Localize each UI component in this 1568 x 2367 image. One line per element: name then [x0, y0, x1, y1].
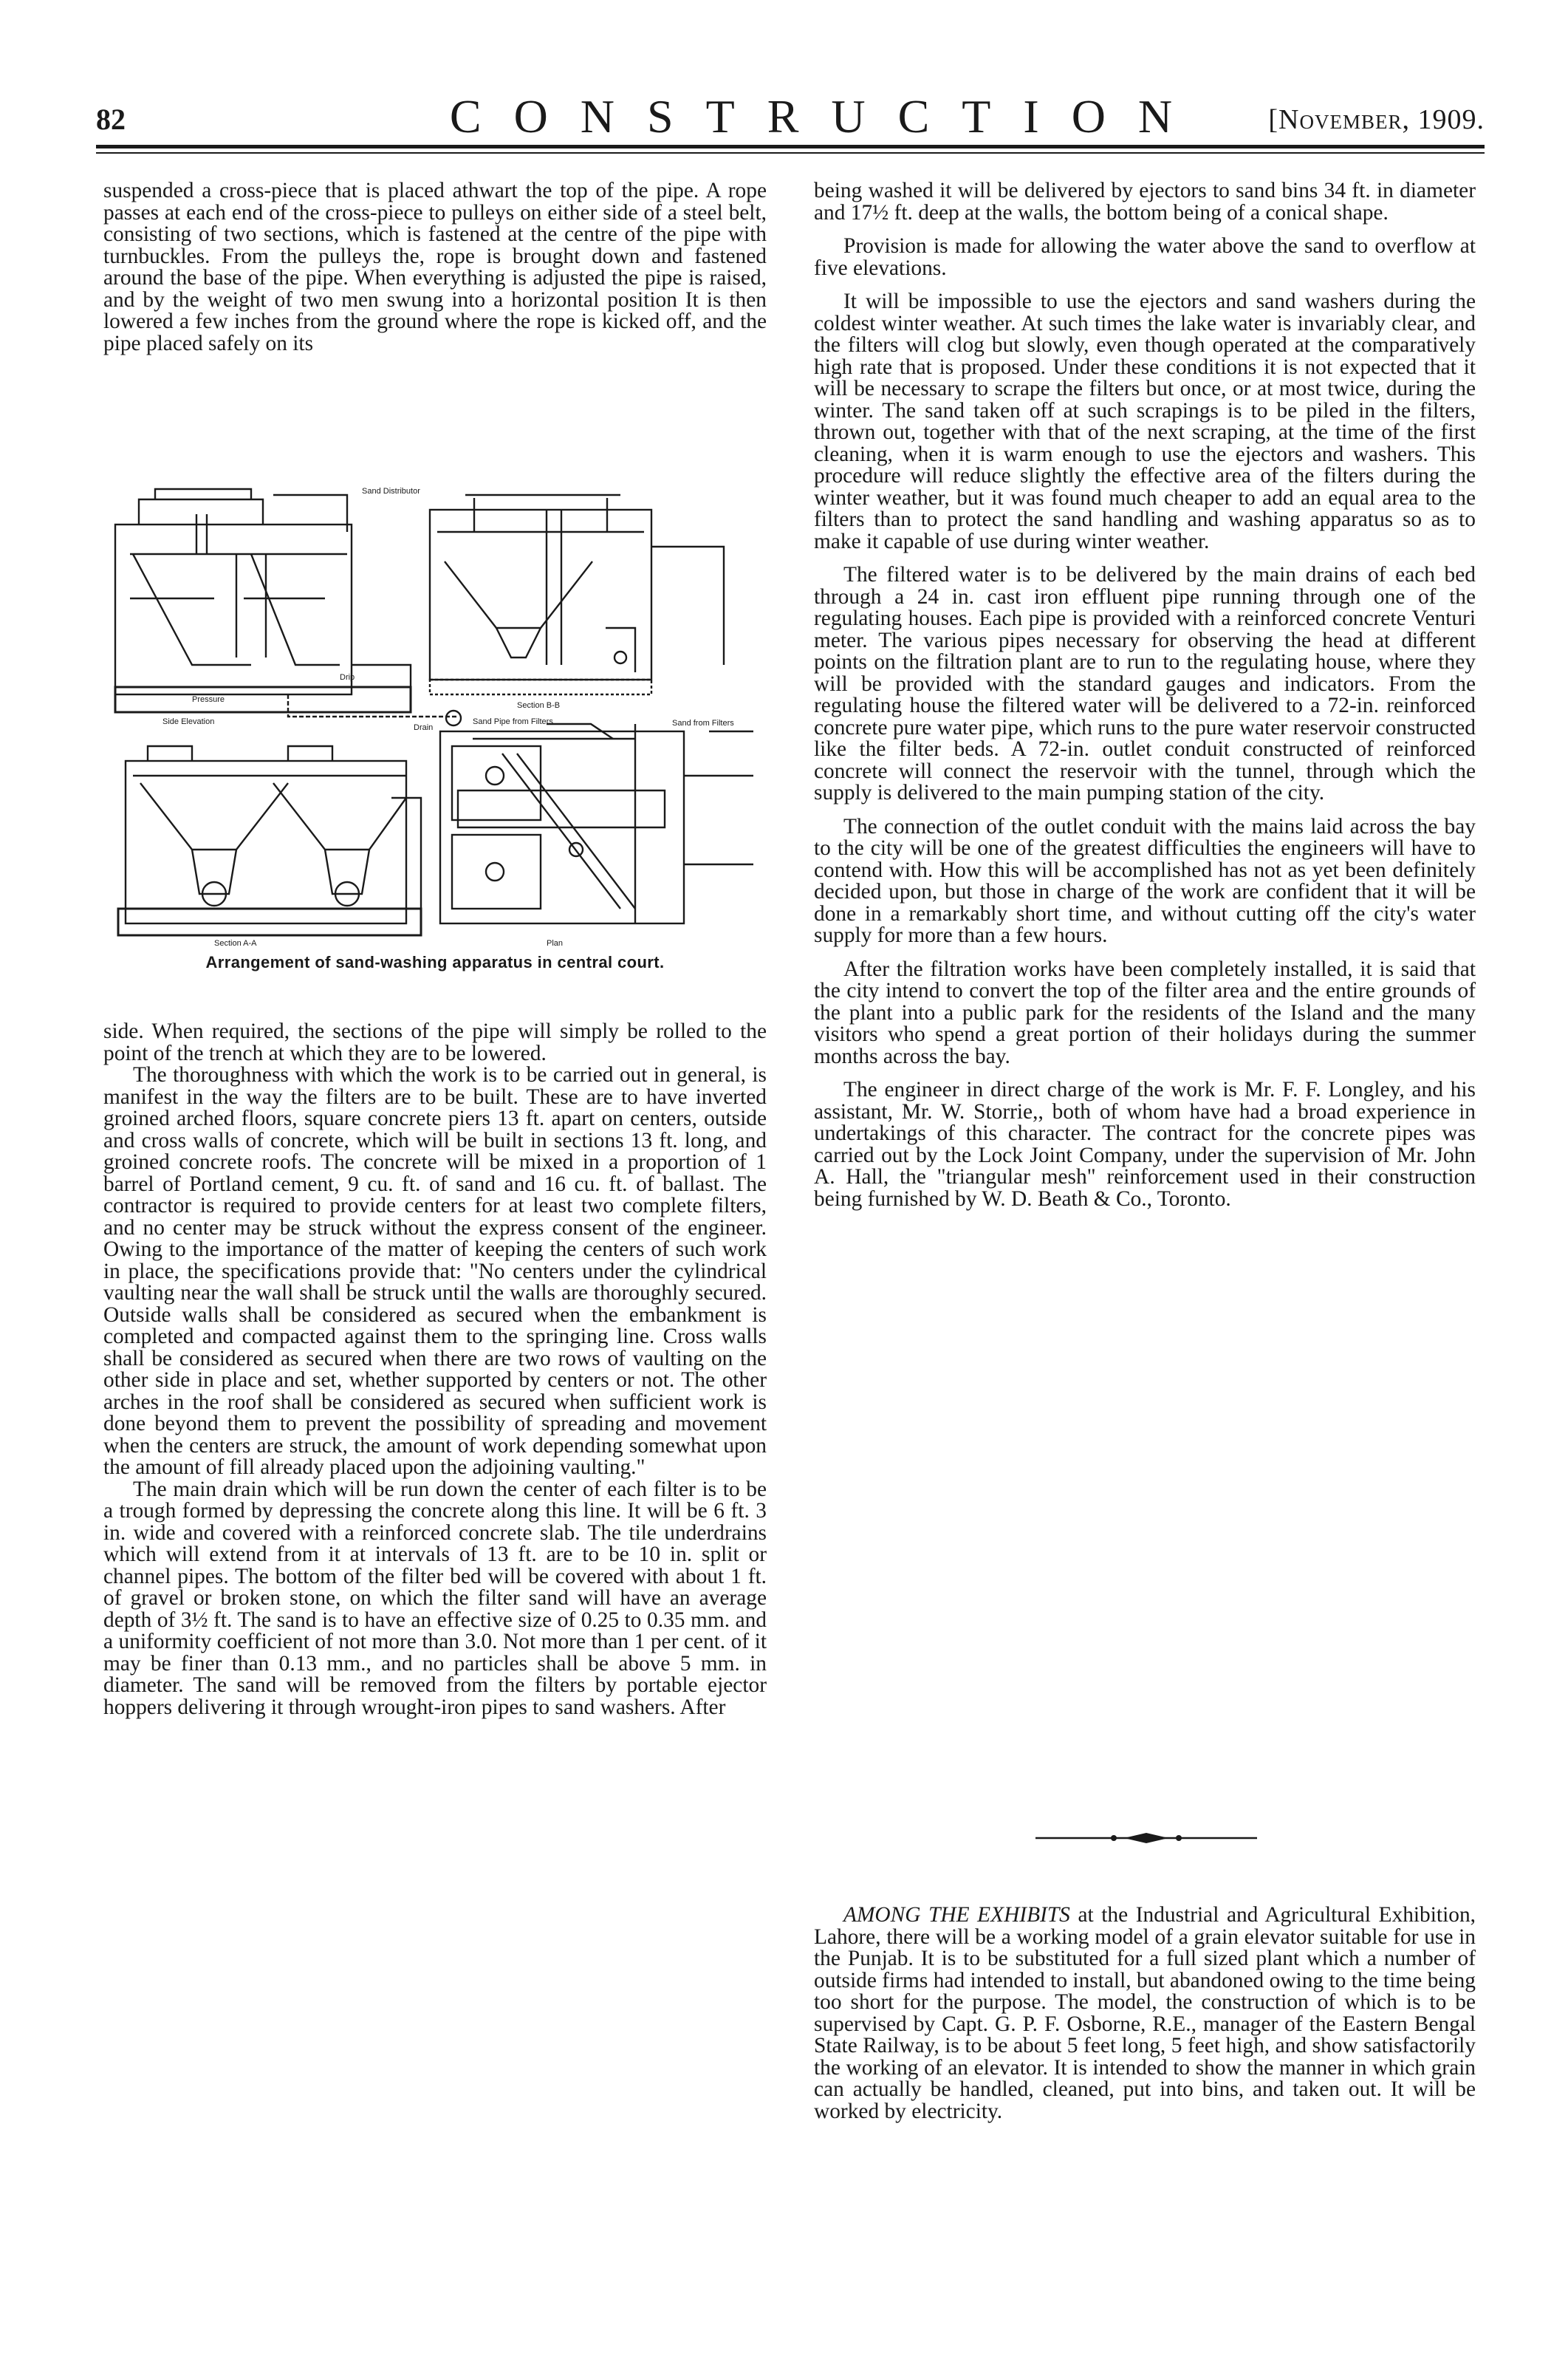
paragraph: side. When required, the sections of the pipe will simply be rolled to the point of the trench at which they are to be lowered. — [103, 1019, 767, 1065]
label-side-elevation: Side Elevation — [162, 717, 215, 726]
paragraph: After the filtration works have been completely installed, it is said that the city intend to convert the top of the filter area and the entire grounds of the plant into a public park for the residents of the Island and the many visitors who spend a great portion of their holidays during the summer months across the bay. — [814, 957, 1476, 1068]
sand-washing-diagram — [103, 480, 767, 953]
paragraph: Provision is made for allowing the water above the sand to overflow at five elevations. — [814, 234, 1476, 280]
page-header — [96, 90, 1485, 143]
section-divider-ornament — [1021, 1831, 1272, 1845]
header-rule-thick — [96, 145, 1485, 148]
exhibits-paragraph — [814, 1905, 1476, 2122]
paragraph: suspended a cross-piece that is placed athwart the top of the pipe. A rope passes at each end of the cross-piece to pulleys on either side of a steel belt, consisting of two sections, which is fastened at the centre of the pipe with turnbuckles. From the pulleys the, rope is brought down and fastened around the base of the pipe. When everything is adjusted the pipe is raised, and by the weight of two men swung into a horizontal position It is then lowered a few inches from the ground where the rope is kicked off, and the pipe placed safely on its — [103, 179, 767, 355]
label-section-aa: Section A-A — [214, 939, 257, 948]
label-section-bb: Section B-B — [517, 701, 561, 710]
paragraph: The filtered water is to be delivered by the main drains of each bed through a 24 in. cast iron effluent pipe running through one of the regulating houses. Each pipe is provided with a reinforced concrete Venturi meter. The various pipes necessary for observing the head at different points on the filtration plant are to run to the regulating house, where they will be provided with the standard gauges and indicators. From the regulating house the filtered water will be delivered to a 72-in. reinforced concrete pure water pipe, which runs to the pure water reservoir constructed like the filter beds. A 72-in. outlet conduit constructed of reinforced concrete will connect the reservoir with the tunnel, through which the supply is delivered to the main pumping station of the city. — [814, 563, 1476, 805]
left-column-lower — [103, 1021, 767, 1718]
label-plan: Plan — [547, 939, 564, 948]
label-sand-pipe-from-filters: Sand Pipe from Filters — [473, 717, 553, 726]
label-pressure: Pressure — [192, 695, 225, 704]
paragraph: The connection of the outlet conduit with the mains laid across the bay to the city will be one of the greatest difficulties the engineers will have to contend with. How this will be accomplished has not as yet been definitely decided upon, but those in charge of the work are confident that it will be done in a remarkably short time, and without cutting off the city's water supply for more than a few hours. — [814, 814, 1476, 947]
label-drain: Drain — [414, 723, 434, 732]
journal-title: CONSTRUCTION — [449, 90, 1205, 143]
exhibits-text: at the Industrial and Agricultural Exhibition, Lahore, there will be a working model of a grain elevator suitable for use in the Punjab. It is to be substituted for a full sized plant which a number of outside firms had intended to install, but abandoned owing to the time being too short for the purpose. The model, the construction of which is to be supervised by Capt. G. P. F. Osborne, R.E., manager of the Eastern Bengal State Railway, is to be about 5 feet long, 5 feet high, and show satisfactorily the working of an elevator. It is intended to show the manner in which grain can actually be handled, cleaned, put into bins, and taken out. It will be worked by electricity. — [814, 1903, 1476, 2123]
header-rule-thin — [96, 152, 1485, 154]
paragraph: The engineer in direct charge of the work is Mr. F. F. Longley, and his assistant, Mr. W. Storrie,, both of whom have had a broad experience in undertakings of this character. The contract for the concrete pipes was carried out by the Lock Joint Company, under the supervision of Mr. John A. Hall, the "triangular mesh" reinforcement used in their construction being furnished by W. D. Beath & Co., Toronto. — [814, 1078, 1476, 1211]
right-column — [814, 180, 1476, 1210]
paragraph: It will be impossible to use the ejectors and sand washers during the coldest winter weather. At such times the lake water is invariably clear, and the filters will clog but slowly, even though operated at the comparatively high rate that is proposed. Under these conditions it is not expected that it will be necessary to scrape the filters but once, or at most twice, during the winter. The sand taken off at such scrapings is to be piled in the filters, thrown out, together with that of the next scraping, at the time of the first cleaning, when it is warm enough to use the ejectors and washers. This procedure will reduce slightly the effective area of the filters during the winter weather, but it was found much cheaper to add an equal area to the filters than to protect the sand handling and washing apparatus so as to make it capable of use during winter weather. — [814, 290, 1476, 553]
label-sand-distributor: Sand Distributor — [362, 487, 420, 496]
figure — [103, 480, 767, 975]
exhibits-lead: AMONG THE EXHIBITS — [843, 1903, 1070, 1927]
issue-date: [November, 1909. — [1268, 104, 1485, 135]
page-number: 82 — [96, 103, 126, 136]
paragraph: The thoroughness with which the work is to be carried out in general, is manifest in the way the filters are to be built. These are to have inverted groined arched floors, square concrete piers 13 ft. apart on centers, outside and cross walls of concrete, which will be built in sections 13 ft. long, and groined concrete roofs. The concrete will be mixed in a proportion of 1 barrel of Portland cement, 9 cu. ft. of sand and 16 cu. ft. of ballast. The contractor is required to provide centers for at least two complete filters, and no center may be struck without the express consent of the engineer. Owing to the importance of the matter of keeping the centers of such work in place, the specifications provide that: "No centers under the cylindrical vaulting near the wall shall be struck until the walls are thoroughly secured. Outside walls shall be considered as secured when the embankment is completed and compacted against them to the springing line. Cross walls shall be considered as secured when there are two rows of vaulting on the other side in place and set, whether supported by centers or not. The other arches in the roof shall be considered as secured when sufficient work is done beyond them to prevent the possibility of spreading and movement when the centers are struck, the amount of work depending somewhat upon the amount of fill already placed upon the adjoining vaulting." — [103, 1063, 767, 1479]
label-drip: Drip — [340, 673, 355, 682]
paragraph: being washed it will be delivered by ejectors to sand bins 34 ft. in diameter and 17½ ft. deep at the walls, the bottom being of a conical shape. — [814, 179, 1476, 225]
label-sand-from-filters: Sand from Filters — [672, 719, 734, 728]
left-column-top — [103, 180, 767, 355]
figure-caption: Arrangement of sand-washing apparatus in central court. — [205, 953, 665, 971]
paragraph: The main drain which will be run down the center of each filter is to be a trough formed by depressing the concrete along this line. It will be 6 ft. 3 in. wide and covered with a reinforced concrete slab. The tile underdrains which will extend from it at intervals of 13 ft. are to be 10 in. split or channel pipes. The bottom of the filter bed will be covered with about 1 ft. of gravel or broken stone, on which the filter sand will have an average depth of 3½ ft. The sand is to have an effective size of 0.25 to 0.35 mm. and a uniformity coefficient of not more than 3.0. Not more than 1 per cent. of it may be finer than 0.13 mm., and no particles shall be above 5 mm. in diameter. The sand will be removed from the filters by portable ejector hoppers delivering it through wrought-iron pipes to sand washers. After — [103, 1477, 767, 1719]
